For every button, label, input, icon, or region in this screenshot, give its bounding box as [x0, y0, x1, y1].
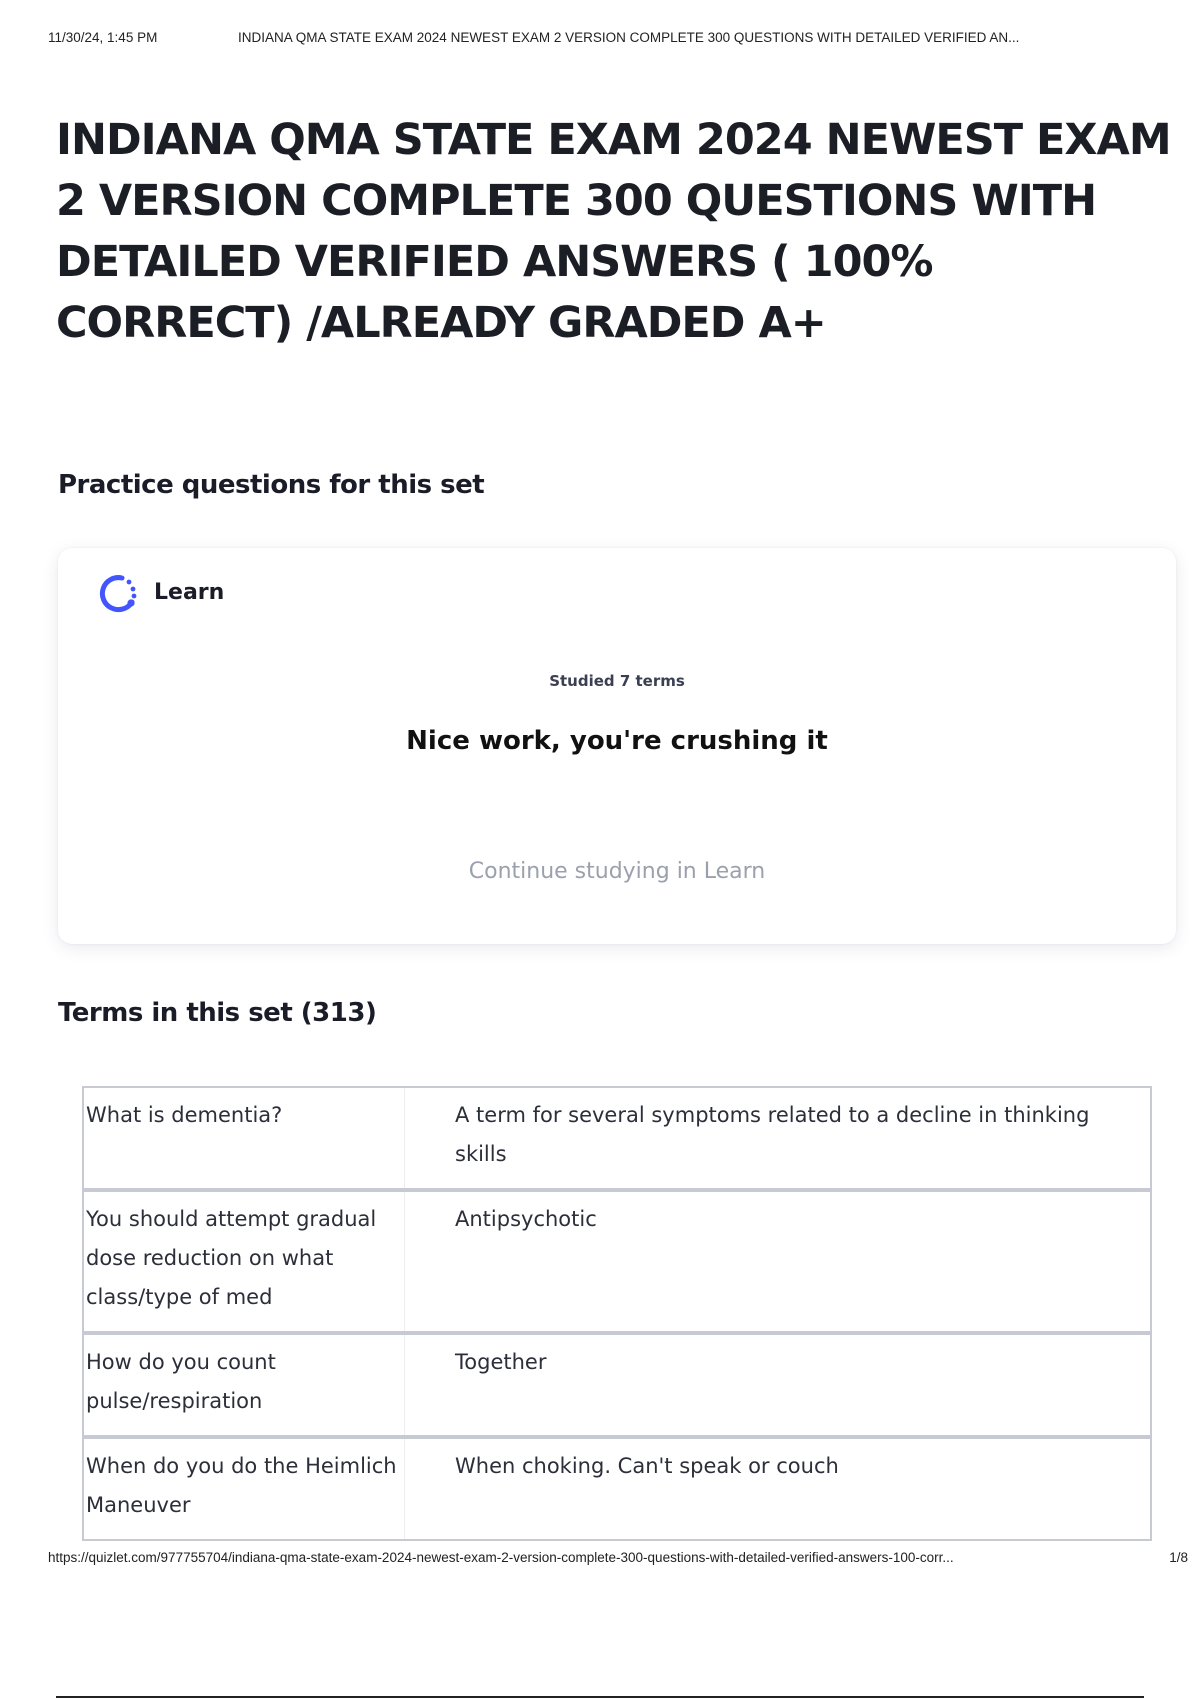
practice-heading: Practice questions for this set	[58, 470, 485, 500]
term-cell: You should attempt gradual dose reduction on what class/type of med	[83, 1190, 405, 1333]
definition-cell: A term for several symptoms related to a decline in thinking skills	[405, 1087, 1152, 1190]
definition-cell: When choking. Can't speak or couch	[405, 1437, 1152, 1540]
print-url: https://quizlet.com/977755704/indiana-qma-state-exam-2024-newest-exam-2-version-complete-300-questions-with-detailed-verified-answers-100-corr...	[48, 1550, 954, 1565]
table-row	[83, 1087, 1151, 1190]
encouragement-message: Nice work, you're crushing it	[406, 726, 828, 756]
term-cell: How do you count pulse/respiration	[83, 1333, 405, 1437]
definition-cell: Together	[405, 1333, 1152, 1437]
print-doc-title: INDIANA QMA STATE EXAM 2024 NEWEST EXAM 2 VERSION COMPLETE 300 QUESTIONS WITH DETAILED VERIFIED AN...	[238, 30, 1020, 45]
print-footer	[48, 1550, 1188, 1565]
page-title: INDIANA QMA STATE EXAM 2024 NEWEST EXAM 2 VERSION COMPLETE 300 QUESTIONS WITH DETAILED VERIFIED ANSWERS ( 100% CORRECT) /ALREADY GRADED A+	[56, 115, 1171, 348]
table-row	[83, 1333, 1151, 1437]
terms-table	[82, 1086, 1152, 1541]
table-row	[83, 1190, 1151, 1333]
definition-cell: Antipsychotic	[405, 1190, 1152, 1333]
continue-learn-button[interactable]: Continue studying in Learn	[58, 858, 1176, 885]
terms-heading: Terms in this set (313)	[58, 998, 377, 1028]
term-cell: When do you do the Heimlich Maneuver	[83, 1437, 405, 1540]
studied-count: Studied 7 terms	[549, 672, 685, 690]
print-header	[48, 30, 1176, 45]
page-divider	[56, 1696, 1144, 1698]
page-number: 1/8	[1169, 1550, 1188, 1565]
print-date: 11/30/24, 1:45 PM	[48, 30, 158, 45]
learn-card[interactable]	[58, 548, 1176, 944]
term-cell: What is dementia?	[83, 1087, 405, 1190]
table-row	[83, 1437, 1151, 1540]
learn-label: Learn	[154, 580, 225, 605]
learn-progress-icon	[96, 572, 140, 616]
